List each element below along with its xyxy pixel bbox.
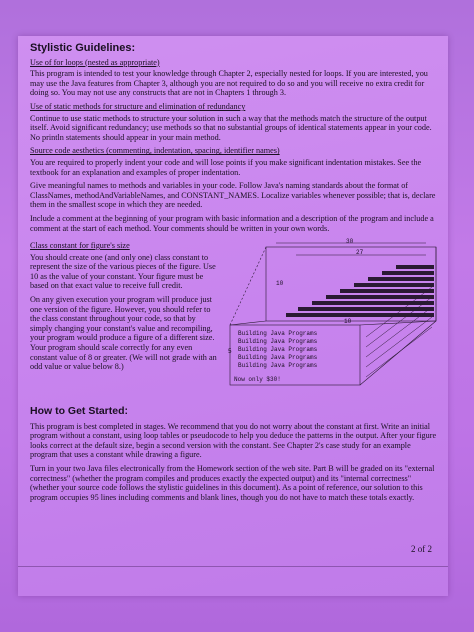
- label-10b: 10: [344, 318, 352, 326]
- section-text: Continue to use static methods to structure your solution in such a way that the methods match the structure of the output itself. Avoid significant redundancy; use methods so that no substantial groups of identical statements appear in your code. No println statements should appear in your main method.: [30, 113, 432, 142]
- book-line: Building Java Programs: [238, 330, 318, 338]
- section-heading: Use of for loops (nested as appropriate): [30, 57, 160, 67]
- section-text: This program is intended to test your knowledge through Chapter 2, especially nested for loops. If you are interested, you may use the Java features from Chapter 3, although you are not required to do so and you will receive no extra credit for doing so. You may not use any constructs that are not in Chapters 1 through 3.: [30, 69, 428, 98]
- book-figure: [226, 237, 442, 397]
- bottom-rule: [18, 566, 448, 567]
- section-aesthetics: [30, 146, 440, 177]
- label-10: 10: [276, 280, 284, 288]
- constant-paragraph-1: You should create one (and only one) class constant to represent the size of the various pieces of the figure. Use 10 as the value of your constant. Your figure must be based on that exact value to receive full credit.: [30, 252, 216, 291]
- price-line: Now only $30!: [234, 376, 281, 384]
- get-started-paragraph-1: This program is best completed in stages. We recommend that you do not worry about the constant at first. Write an initial program without a constant, using loop tables or pseudocode to help you deduce the patterns in the output. After your figure looks correct at the default size, begin a second version with the constant. See Chapter 2's case study for an example program that uses a constant while drawing a figure.: [30, 421, 437, 460]
- staircase: [286, 265, 434, 317]
- class-constant-section: [30, 237, 440, 397]
- book-line: Building Java Programs: [238, 346, 318, 354]
- section-static-methods: [30, 102, 440, 142]
- section-heading: Use of static methods for structure and elimination of redundancy: [30, 101, 246, 111]
- label-27: 27: [356, 249, 364, 257]
- document-body: [30, 44, 440, 506]
- label-30: 30: [346, 238, 354, 246]
- get-started-heading: How to Get Started:: [30, 405, 129, 418]
- book-line: Building Java Programs: [238, 338, 318, 346]
- constant-paragraph-2: On any given execution your program will produce just one version of the figure. However, you should refer to the class constant throughout your code, so that by simply changing your constant's value and recompiling, your program would produce a figure of a different size. Your program should scale correctly for any even constant value of 8 or greater. (We will not grade with an odd value or value below 8.): [30, 295, 217, 372]
- side-hatching: [366, 287, 432, 377]
- section-text: You are required to properly indent your code and will lose points if you make significant indentation mistakes. See the textbook for an explanation and examples of proper indentation.: [30, 157, 422, 177]
- section-for-loops: [30, 58, 440, 98]
- book-figure-drawing: [226, 237, 442, 397]
- book-line: Building Java Programs: [238, 362, 318, 370]
- book-line: Building Java Programs: [238, 354, 318, 362]
- naming-paragraph: Give meaningful names to methods and variables in your code. Follow Java's naming standards about the format of ClassNames, methodAndVariableNames, and CONSTANT_NAMES. Localize variables whenever possible; that is, declare them in the smallest scope in which they are needed.: [30, 181, 436, 210]
- title: Stylistic Guidelines:: [30, 42, 136, 54]
- section-heading: Class constant for figure's size: [30, 241, 130, 251]
- page-number: 2 of 2: [411, 544, 432, 554]
- get-started-paragraph-2: Turn in your two Java files electronically from the Homework section of the web site. Part B will be graded on its "external correctness" (whether the program compiles and produces exactly the expected output) and its "internal correctness" (whether your source code follows the stylistic guidelines in this document). As a point of reference, our solution to this program occupies 95 lines including comments and blank lines, though you do not have to match these totals exactly.: [30, 464, 435, 502]
- label-5: 5: [228, 348, 232, 356]
- comment-paragraph: Include a comment at the beginning of your program with basic information and a description of the program and include a comment at the start of each method. Your comments should be written in your own words.: [30, 213, 434, 233]
- book-title-lines: [234, 330, 318, 383]
- section-heading: Source code aesthetics (commenting, indentation, spacing, identifier names): [30, 146, 280, 156]
- class-constant-text: [30, 237, 220, 397]
